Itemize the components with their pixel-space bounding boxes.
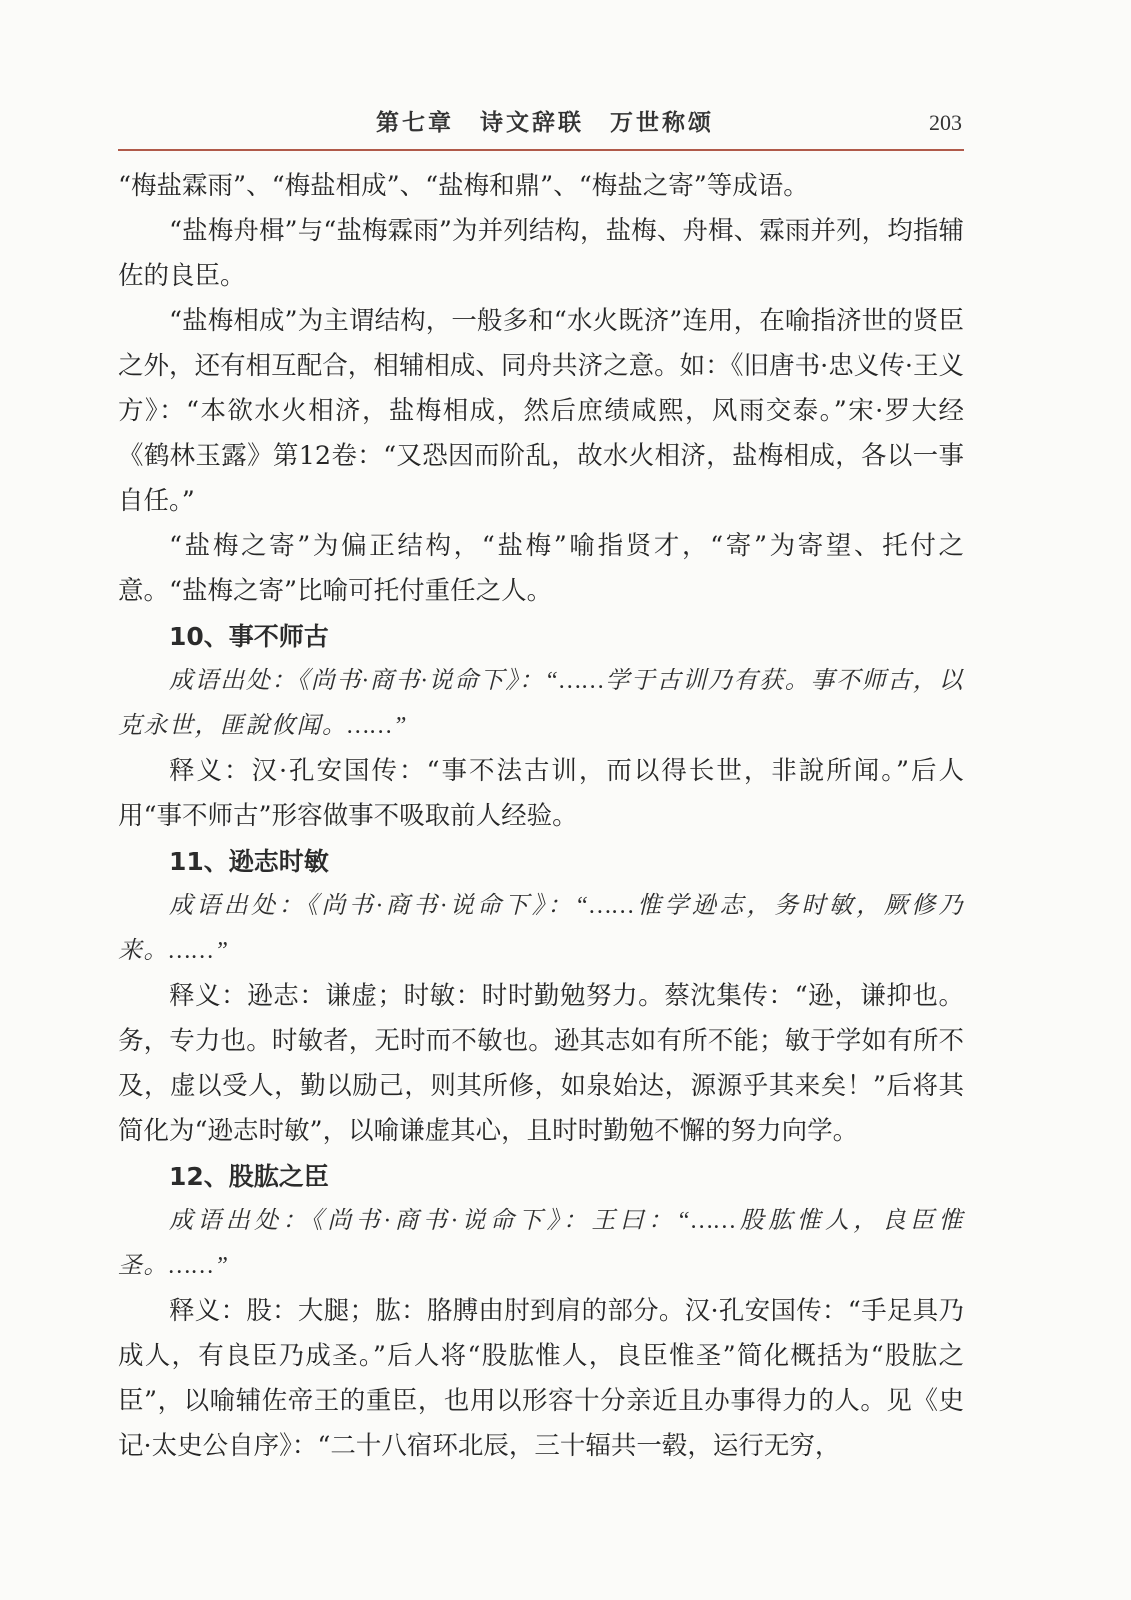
paragraph: “盐梅相成”为主谓结构，一般多和“水火既济”连用，在喻指济世的贤臣之外，还有相互配合，相辅相成、同舟共济之意。如：《旧唐书·忠义传·王义方》：“本欲水火相济，盐梅相成，然后庶绩咸熙，风雨交泰。”宋·罗大经《鹤林玉露》第12卷：“又恐因而阶乱，故水火相济，盐梅相成，各以一事自任。” bbox=[118, 306, 964, 516]
chapter-title: 第七章 诗文辞联 万世称颂 bbox=[376, 110, 714, 136]
idiom-explanation: 释义：股：大腿；肱：胳膊由肘到肩的部分。汉·孔安国传：“手足具乃成人，有良臣乃成圣。”后人将“股肱惟人，良臣惟圣”简化概括为“股肱之臣”，以喻辅佐帝王的重臣，也用以形容十分亲近且办事得力的人。见《史记·太史公自序》：“二十八宿环北辰，三十辐共一毂，运行无穷， bbox=[118, 1296, 964, 1461]
page-number: 203 bbox=[929, 110, 962, 135]
idiom-source: 成语出处：《尚书·商书·说命下》：“……学于古训乃有获。事不师古，以克永世，匪說攸闻。……” bbox=[118, 668, 964, 739]
paragraph: “梅盐霖雨”、“梅盐相成”、“盐梅和鼎”、“梅盐之寄”等成语。 bbox=[118, 171, 809, 201]
idiom-heading: 11、逊志时敏 bbox=[169, 847, 329, 876]
idiom-explanation: 释义：逊志：谦虚；时敏：时时勤勉努力。蔡沈集传：“逊，谦抑也。务，专力也。时敏者，无时而不敏也。逊其志如有所不能；敏于学如有所不及，虚以受人，勤以励己，则其所修，如泉始达，源源乎其来矣！”后将其简化为“逊志时敏”，以喻谦虚其心，且时时勤勉不懈的努力向学。 bbox=[118, 981, 964, 1146]
paragraph: “盐梅舟楫”与“盐梅霖雨”为并列结构，盐梅、舟楫、霖雨并列，均指辅佐的良臣。 bbox=[118, 216, 964, 291]
idiom-source: 成语出处：《尚书·商书·说命下》：“……惟学逊志，务时敏，厥修乃来。……” bbox=[118, 893, 964, 964]
running-header bbox=[118, 104, 964, 148]
idiom-source: 成语出处：《尚书·商书·说命下》：王曰：“……股肱惟人，良臣惟圣。……” bbox=[118, 1208, 964, 1279]
idiom-explanation: 释义：汉·孔安国传：“事不法古训，而以得长世，非說所闻。”后人用“事不师古”形容做事不吸取前人经验。 bbox=[118, 756, 964, 831]
paragraph: “盐梅之寄”为偏正结构，“盐梅”喻指贤才，“寄”为寄望、托付之意。“盐梅之寄”比喻可托付重任之人。 bbox=[118, 531, 964, 606]
header-rule bbox=[118, 149, 964, 151]
body-text bbox=[118, 164, 964, 1469]
idiom-heading: 12、股肱之臣 bbox=[169, 1162, 329, 1191]
idiom-heading: 10、事不师古 bbox=[169, 622, 329, 651]
